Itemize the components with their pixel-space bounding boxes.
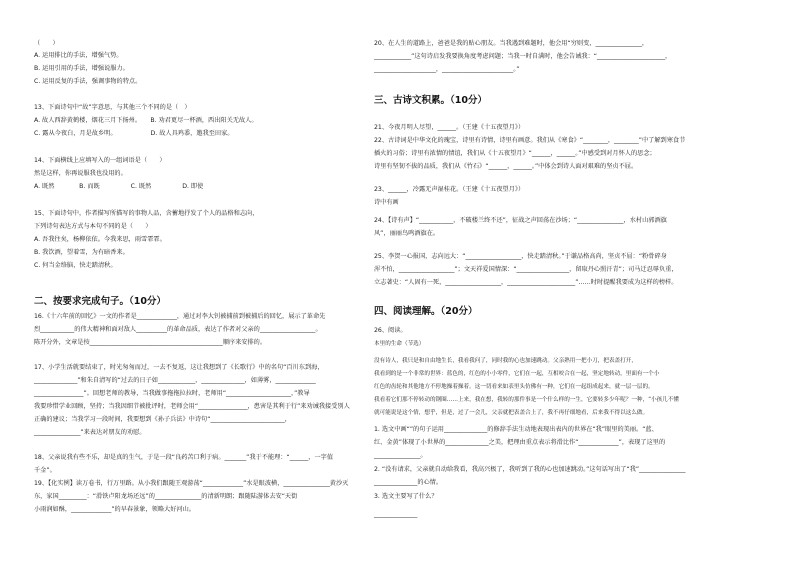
text-line: 25、李贺一心报国，志向远大：“__________________，快走踏清秋。”于谦品格高尚，坚贞不屈：“粉骨碎身 (374, 253, 667, 260)
text-line: _______________”来表达对朋友的劝慰。 (34, 429, 146, 436)
text-line: ____________”这句诗启发我要换角度考虑问题；当我一时自满时，他会告诫我：“______________________， (374, 53, 672, 60)
text-line: 就可能说是这个情，想乎，但是，过了一会儿，父亲就把表盖合上了，我不再仔细地看，后来我不得以这么做。 (374, 410, 649, 416)
text-line: 我看着它们那不停转动的钢圈……上来，我在想，我转的那件事是一个什么样的一生，它要转多少年呢？一种，“小孩儿不懂 (374, 397, 679, 403)
text-line: B. 我饮酒，望着雪，为有暗香来。 (34, 249, 129, 256)
text-line: C. 运用反复的手法，强调事物的特点。 (34, 78, 142, 85)
text-line: 红色的齿轮和其他地方不停地操着操着。这一切看来如表里头仿佛有一种，它们在一起组成起来，就一层一层的。 (374, 384, 654, 390)
text-line: 东，家国_________：“滑铁卢阳龙场还远”的_______________的清新明朗；跟随陆游体去安“天街 (34, 493, 298, 500)
text-line: 陈开分外，文章是按___________________________________________顺序来安排的。 (34, 339, 267, 346)
text-line: 15、下面诗句中，作者描写所描写的事物人品，含蓄地抒发了个人的品格和志向， (34, 210, 259, 217)
text-line: 23、______，冷露无声湿桂花。（王建《十五夜望月》） (374, 186, 525, 193)
text-line: ____________________，_______________________。” (374, 66, 520, 73)
text-line: 烈___________的伟大精神和面对敌人__________的革命品质，表达了作者对父亲的__________________。 (34, 326, 322, 333)
text-line: 20、在人生的道路上，爸爸是我的贴心朋友。当我遇到难题时，他会用“穷则变，_______________， (374, 40, 649, 47)
text-line: 本里的生命（节选） (374, 341, 425, 347)
text-line: ______________ (374, 511, 418, 518)
text-line: A. 吾我往矣，杨柳依依。今我来思，雨雪霏霏。 (34, 236, 166, 243)
text-line: 诗里有坚韧不拔的品质，我们从《竹石》“______，______。”中体会到诗人面对艰难的坚贞不屈。 (374, 163, 638, 170)
text-line: A. 既然 B. 而既 C. 既然 D. 即使 (34, 183, 204, 190)
text-line: ______________”和朱自清写的“过去的日子如____________，______________，如薄雾，_____________ (34, 377, 316, 384)
text-line: 2. “没有请求，父亲就自动给我看，我高兴极了，我听到了我的心也加速跳动。”这句话写出了“我”_______________ (374, 466, 686, 473)
text-line: 22、古诗词是中华文化的瑰宝，诗里有诗情，诗里有画意。我们从《寒食》“________，________”中了解到寒食节 (374, 137, 686, 144)
text-line: 浑不怕，__________________”；文天祥爱国情深：“_________________，留取丹心照汗青”；司马迁忍辱负重， (374, 266, 678, 273)
text-line: 16.《十六年前的回忆》一文的作者是_____________，通过对李大钊被捕前到被捕后的回忆，展示了革命先 (34, 313, 326, 320)
text-line: （ ） (34, 40, 59, 47)
text-line: 我要珍惜学业回顾，坚持；当我因细节被批评时，老师会用“________________，患害是其利于行”来劝诫我接受别人 (34, 403, 350, 410)
text-line: 小雨润如酥，_____________”的早春景象，领略大好河山。 (34, 506, 195, 513)
text-line: C. 露从今夜白，月是故乡明。 D. 故人具鸡黍，邀我至田家。 (34, 130, 234, 137)
text-line: 我看到的是一个非常的世界：蓝色的，红色的小小零件，它们在一起，互相咬合在一起，坚定地转动，里面有一个小 (374, 371, 660, 377)
text-line: 18、父亲说我有些不乐，却是真的生气，于是一段“良药苦口利于病。_______”我于不能理：“______，一字值 (34, 454, 334, 461)
text-line: ______________的心情。 (374, 479, 443, 486)
text-line: 26、阅读。 (374, 327, 407, 334)
text-line: 立志著史：“人固有一死，__________________，______________________”……时时提醒我要成为这样的榜样。 (374, 279, 678, 286)
text-line: ________________”。回想老师的教导，当我做事拖拖拉拉时，老师用“_____________________，”教导 (34, 390, 310, 397)
text-line: 诗中有画 (374, 199, 399, 206)
text-line: 风”，丽丽鸟鸣酒旗在。 (374, 230, 440, 237)
text-line: A. 故人西辞黄鹤楼，烟花三月下扬州。 B. 劝君更尽一杯酒，西出阳关无故人。 (34, 117, 258, 124)
text-line: 插火的习俗；诗里有浓情的情谊，我们从《十五夜望月》“______，______。”中感受到对月怀人的思念； (374, 150, 656, 157)
section-heading: 三、古诗文积累。（10分） (374, 95, 487, 106)
text-line: 19、【化实例】读万卷书，行万里路。从小我们跟随王观游荡“_____________”水是眼波横，_______________黄沙灭 (34, 480, 349, 487)
section-heading: 四、阅读理解。（20分） (374, 306, 478, 317)
text-line: 千金”。 (34, 467, 56, 474)
text-line: 下列诗句表达方式与本句不同的是（ ） (34, 223, 152, 230)
text-line: 然是这样，你再说服我也没用的。 (34, 170, 127, 177)
text-line: B. 运用引用的手法，增强说服力。 (34, 65, 129, 72)
text-line: 3. 选文主要写了什么？ (374, 493, 438, 500)
text-line: 红、金黄”体现了小世界的______________之美，把理由重点表示将滑比作“_____________”，表现了这里的 (374, 439, 666, 446)
text-line: 13、下面诗句中“故”字意思，与其他三个不同的是（ ） (34, 104, 191, 111)
text-line: 14、下面横线上应填写入的一组词语是（ ） (34, 157, 166, 164)
text-line: 正确的建议；当我学习一段时间，我要想到《孙子兵法》中诗句“________________________， (34, 416, 291, 423)
text-line: A. 运用排比的手法，增强气势。 (34, 52, 123, 59)
text-line: 24、【诗有声】“___________，不破楼兰终不还”，征战之声回荡在沙场；“_______________，水村山郭酒旗 (374, 217, 667, 224)
text-line: C. 何当金络脑，快走踏清秋。 (34, 262, 117, 269)
text-line: _______________。 (374, 452, 427, 459)
text-line: 1. 选文中画“”的句子运用______________的修辞手法生动地表现出表内的世界在“我”眼里的美丽。“蓝、 (374, 426, 658, 433)
section-heading: 二、按要求完成句子。（10分） (34, 296, 166, 307)
text-line: 没有诗人，我只是和自由地生长，我看我问了，同时我的心也加速跳动。父亲熟用一把小刀，把表盖打开， (374, 358, 637, 364)
text-line: 21、今夜月明人尽望，______。（王建《十五夜望月》） (374, 124, 525, 131)
text-line: 17、小学生活就要结束了，时光匆匆而过，一去不复返，这让我想到了《长歌行》中的名句“百川东到海， (34, 364, 324, 371)
